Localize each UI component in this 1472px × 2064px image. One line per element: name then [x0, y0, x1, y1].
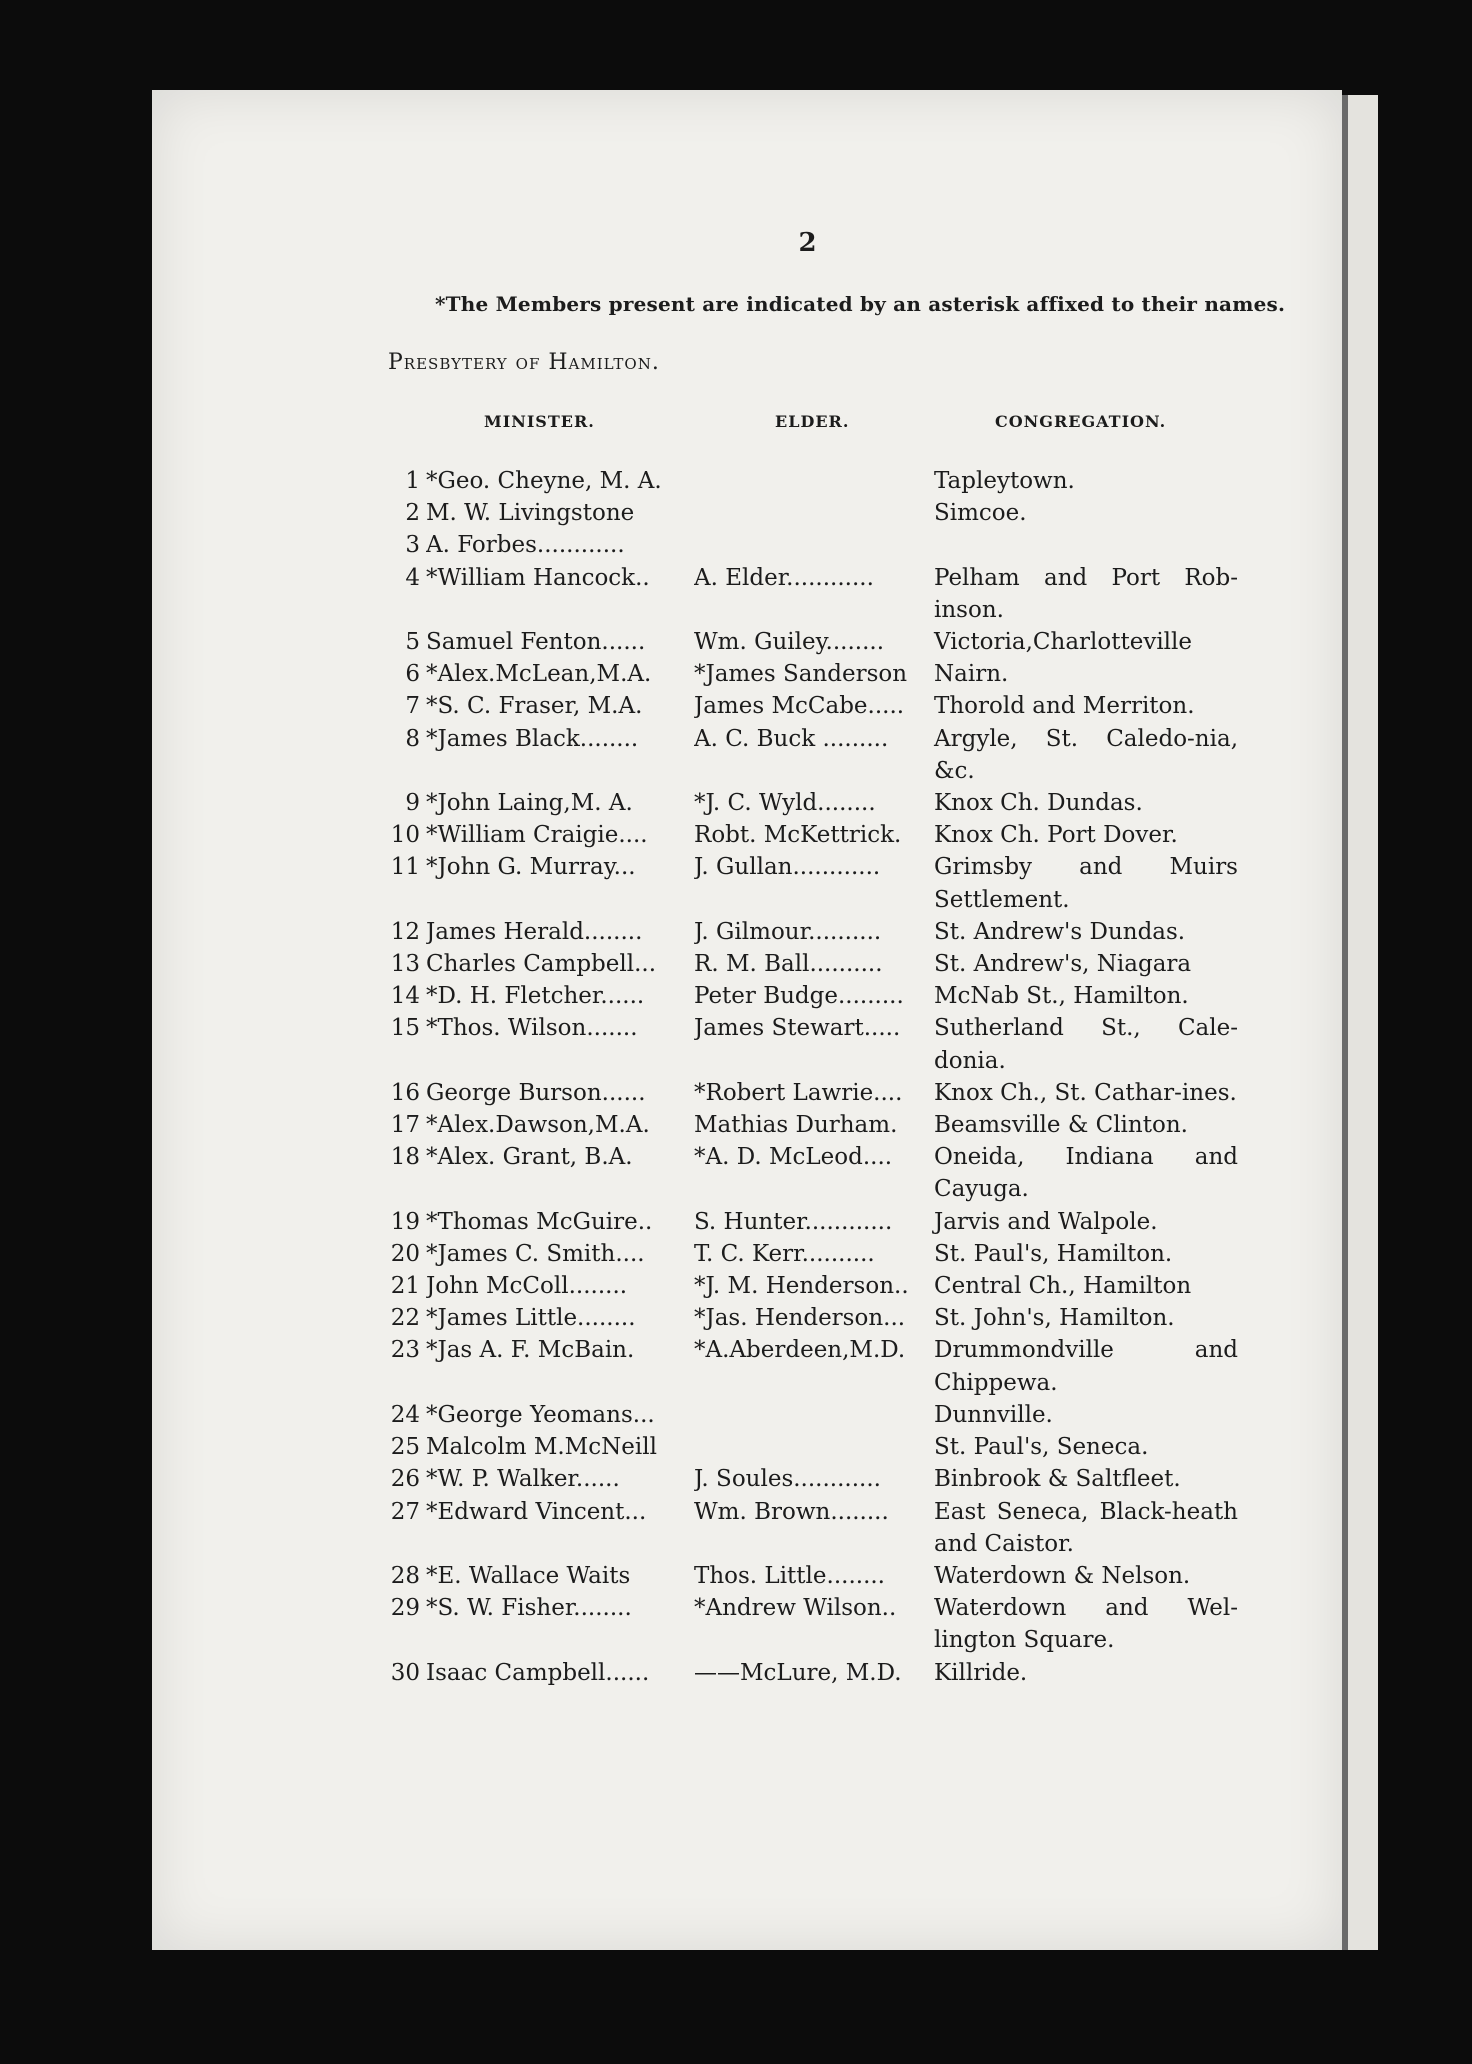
- column-header-congregation: CONGREGATION.: [995, 412, 1167, 431]
- minister-name: *Geo. Cheyne, M. A.: [426, 468, 662, 494]
- row-number: 3: [405, 532, 420, 559]
- congregation-name: Drummondville and Chippewa.: [934, 1337, 1238, 1396]
- congregation-name: Simcoe.: [934, 500, 1027, 527]
- congregation-name: Knox Ch. Dundas.: [934, 790, 1143, 817]
- minister-name: *Jas A. F. McBain.: [426, 1337, 635, 1364]
- elder-name: *A.Aberdeen,M.D.: [694, 1337, 906, 1364]
- minister-name: *Thos. Wilson.......: [426, 1015, 638, 1042]
- row-number: 30: [390, 1659, 420, 1686]
- row-number: 2: [405, 500, 420, 527]
- elder-name: J. Soules............: [694, 1466, 881, 1493]
- elder-name: *A. D. McLeod....: [694, 1144, 893, 1171]
- minister-name: *William Hancock..: [426, 564, 650, 591]
- congregation-name: Beamsville & Clinton.: [934, 1112, 1188, 1139]
- elder-name: *J. M. Henderson..: [694, 1273, 909, 1300]
- congregation-name: Grimsby and Muirs Settlement.: [934, 854, 1238, 913]
- elder-name: [694, 1399, 934, 1431]
- minister-name: *Alex. Grant, B.A.: [426, 1144, 633, 1171]
- minister-name: *E. Wallace Waits: [426, 1562, 631, 1589]
- minister-name: Charles Campbell...: [426, 951, 657, 978]
- elder-name: T. C. Kerr..........: [694, 1240, 875, 1267]
- minister-name: *James Black........: [426, 725, 639, 752]
- table-row: [378, 1496, 1238, 1560]
- elder-name: *Andrew Wilson..: [694, 1595, 897, 1622]
- congregation-name: Jarvis and Walpole.: [934, 1208, 1158, 1235]
- table-row: [378, 787, 1238, 819]
- minister-name: *W. P. Walker......: [426, 1466, 620, 1493]
- congregation-name: St. Paul's, Hamilton.: [934, 1240, 1173, 1267]
- table-row: [378, 1077, 1238, 1109]
- table-row: [378, 1334, 1238, 1398]
- congregation-name: McNab St., Hamilton.: [934, 983, 1189, 1010]
- congregation-name: Waterdown and Wel-lington Square.: [934, 1595, 1238, 1654]
- table-row: [378, 1399, 1238, 1431]
- elder-name: *Robert Lawrie....: [694, 1079, 903, 1106]
- congregation-name: Binbrook & Saltfleet.: [934, 1466, 1181, 1493]
- elder-name: Peter Budge.........: [694, 983, 904, 1010]
- congregation-name: Knox Ch. Port Dover.: [934, 822, 1178, 849]
- row-number: 25: [390, 1434, 420, 1461]
- congregation-name: [934, 529, 1238, 561]
- row-number: 19: [390, 1208, 420, 1235]
- table-row: [378, 851, 1238, 915]
- elder-name: [694, 465, 934, 497]
- elder-name: R. M. Ball..........: [694, 951, 883, 978]
- table-row: [378, 562, 1238, 626]
- elder-name: *J. C. Wyld........: [694, 790, 876, 817]
- table-row: [378, 465, 1238, 497]
- minister-name: *George Yeomans...: [426, 1401, 655, 1428]
- row-number: 1: [405, 468, 420, 494]
- row-number: 23: [390, 1337, 420, 1364]
- row-number: 17: [390, 1112, 420, 1139]
- table-row: [378, 626, 1238, 658]
- table-row: [378, 1270, 1238, 1302]
- row-number: 18: [390, 1144, 420, 1171]
- table-row: [378, 916, 1238, 948]
- minister-name: *William Craigie....: [426, 822, 648, 849]
- row-number: 13: [390, 951, 420, 978]
- table-row: [378, 1431, 1238, 1463]
- row-number: 8: [405, 725, 420, 752]
- elder-name: [694, 1431, 934, 1463]
- page-number: 2: [798, 228, 817, 258]
- minister-name: A. Forbes............: [426, 532, 625, 559]
- row-number: 5: [405, 629, 420, 656]
- congregation-name: St. Andrew's Dundas.: [934, 918, 1186, 945]
- table-row: [378, 723, 1238, 787]
- minister-name: Isaac Campbell......: [426, 1659, 650, 1686]
- table-row: [378, 658, 1238, 690]
- row-number: 16: [390, 1079, 420, 1106]
- minister-name: *S. W. Fisher........: [426, 1595, 632, 1622]
- minister-name: *Edward Vincent...: [426, 1498, 647, 1525]
- congregation-name: St. Paul's, Seneca.: [934, 1434, 1149, 1461]
- congregation-name: East Seneca, Black-heath and Caistor.: [934, 1498, 1238, 1557]
- minister-name: *John Laing,M. A.: [426, 790, 633, 817]
- table-row: [378, 497, 1238, 529]
- row-number: 6: [405, 661, 420, 688]
- elder-name: J. Gilmour..........: [694, 918, 882, 945]
- row-number: 29: [390, 1595, 420, 1622]
- minister-name: *Thomas McGuire..: [426, 1208, 653, 1235]
- congregation-name: Tapleytown.: [934, 468, 1075, 494]
- elder-name: Robt. McKettrick.: [694, 822, 902, 849]
- elder-name: Mathias Durham.: [694, 1112, 898, 1139]
- row-number: 26: [390, 1466, 420, 1493]
- elder-name: James McCabe.....: [694, 693, 905, 720]
- elder-name: A. Elder............: [694, 564, 874, 591]
- congregation-name: Victoria,Charlotteville: [934, 629, 1192, 656]
- member-list: [378, 465, 1238, 1689]
- table-row: [378, 529, 1238, 561]
- row-number: 22: [390, 1305, 420, 1332]
- row-number: 28: [390, 1562, 420, 1589]
- table-row: [378, 1592, 1238, 1656]
- column-header-elder: ELDER.: [775, 412, 850, 431]
- congregation-name: Central Ch., Hamilton: [934, 1273, 1192, 1300]
- table-row: [378, 1109, 1238, 1141]
- table-row: [378, 1302, 1238, 1334]
- row-number: 11: [390, 854, 420, 881]
- row-number: 21: [390, 1273, 420, 1300]
- table-row: [378, 819, 1238, 851]
- elder-name: Wm. Guiley........: [694, 629, 885, 656]
- congregation-name: Argyle, St. Caledo-nia, &c.: [934, 725, 1238, 784]
- row-number: 27: [390, 1498, 420, 1525]
- minister-name: Malcolm M.McNeill: [426, 1434, 657, 1461]
- minister-name: John McColl........: [426, 1273, 628, 1300]
- congregation-name: Nairn.: [934, 661, 1009, 688]
- minister-name: *Alex.McLean,M.A.: [426, 661, 652, 688]
- minister-name: *John G. Murray...: [426, 854, 636, 881]
- table-row: [378, 1141, 1238, 1205]
- row-number: 14: [390, 983, 420, 1010]
- congregation-name: Dunnville.: [934, 1401, 1053, 1428]
- row-number: 4: [405, 564, 420, 591]
- presbytery-heading: Presbytery of Hamilton.: [388, 350, 660, 375]
- row-number: 20: [390, 1240, 420, 1267]
- elder-name: S. Hunter............: [694, 1208, 893, 1235]
- minister-name: *James C. Smith....: [426, 1240, 645, 1267]
- table-row: [378, 1463, 1238, 1495]
- congregation-name: Knox Ch., St. Cathar-ines.: [934, 1079, 1237, 1106]
- table-row: [378, 980, 1238, 1012]
- elder-name: Wm. Brown........: [694, 1498, 889, 1525]
- elder-name: [694, 529, 934, 561]
- congregation-name: St. Andrew's, Niagara: [934, 951, 1192, 978]
- elder-name: ——McLure, M.D.: [694, 1659, 902, 1686]
- row-number: 9: [405, 790, 420, 817]
- row-number: 15: [390, 1015, 420, 1042]
- column-header-minister: MINISTER.: [484, 412, 595, 431]
- minister-name: M. W. Livingstone: [426, 500, 635, 527]
- elder-name: *James Sanderson: [694, 661, 908, 688]
- row-number: 7: [405, 693, 420, 720]
- minister-name: *James Little........: [426, 1305, 636, 1332]
- table-row: [378, 948, 1238, 980]
- minister-name: *Alex.Dawson,M.A.: [426, 1112, 650, 1139]
- congregation-name: Thorold and Merriton.: [934, 693, 1195, 720]
- congregation-name: Pelham and Port Rob-inson.: [934, 564, 1238, 623]
- congregation-name: St. John's, Hamilton.: [934, 1305, 1175, 1332]
- table-row: [378, 1238, 1238, 1270]
- minister-name: James Herald........: [426, 918, 643, 945]
- table-row: [378, 1012, 1238, 1076]
- minister-name: George Burson......: [426, 1079, 646, 1106]
- elder-name: [694, 497, 934, 529]
- minister-name: *S. C. Fraser, M.A.: [426, 693, 643, 720]
- table-row: [378, 1206, 1238, 1238]
- congregation-name: Sutherland St., Cale-donia.: [934, 1015, 1238, 1074]
- congregation-name: Waterdown & Nelson.: [934, 1562, 1191, 1589]
- row-number: 10: [390, 822, 420, 849]
- elder-name: *Jas. Henderson...: [694, 1305, 906, 1332]
- elder-name: J. Gullan............: [694, 854, 881, 881]
- table-row: [378, 1657, 1238, 1689]
- elder-name: Thos. Little........: [694, 1562, 885, 1589]
- table-row: [378, 690, 1238, 722]
- row-number: 24: [390, 1401, 420, 1428]
- minister-name: Samuel Fenton......: [426, 629, 646, 656]
- congregation-name: Oneida, Indiana and Cayuga.: [934, 1144, 1238, 1203]
- row-number: 12: [390, 918, 420, 945]
- attendance-note: *The Members present are indicated by an asterisk affixed to their names.: [435, 292, 1286, 316]
- elder-name: A. C. Buck .........: [694, 725, 889, 752]
- elder-name: James Stewart.....: [694, 1015, 901, 1042]
- table-row: [378, 1560, 1238, 1592]
- congregation-name: Killride.: [934, 1659, 1028, 1686]
- minister-name: *D. H. Fletcher......: [426, 983, 645, 1010]
